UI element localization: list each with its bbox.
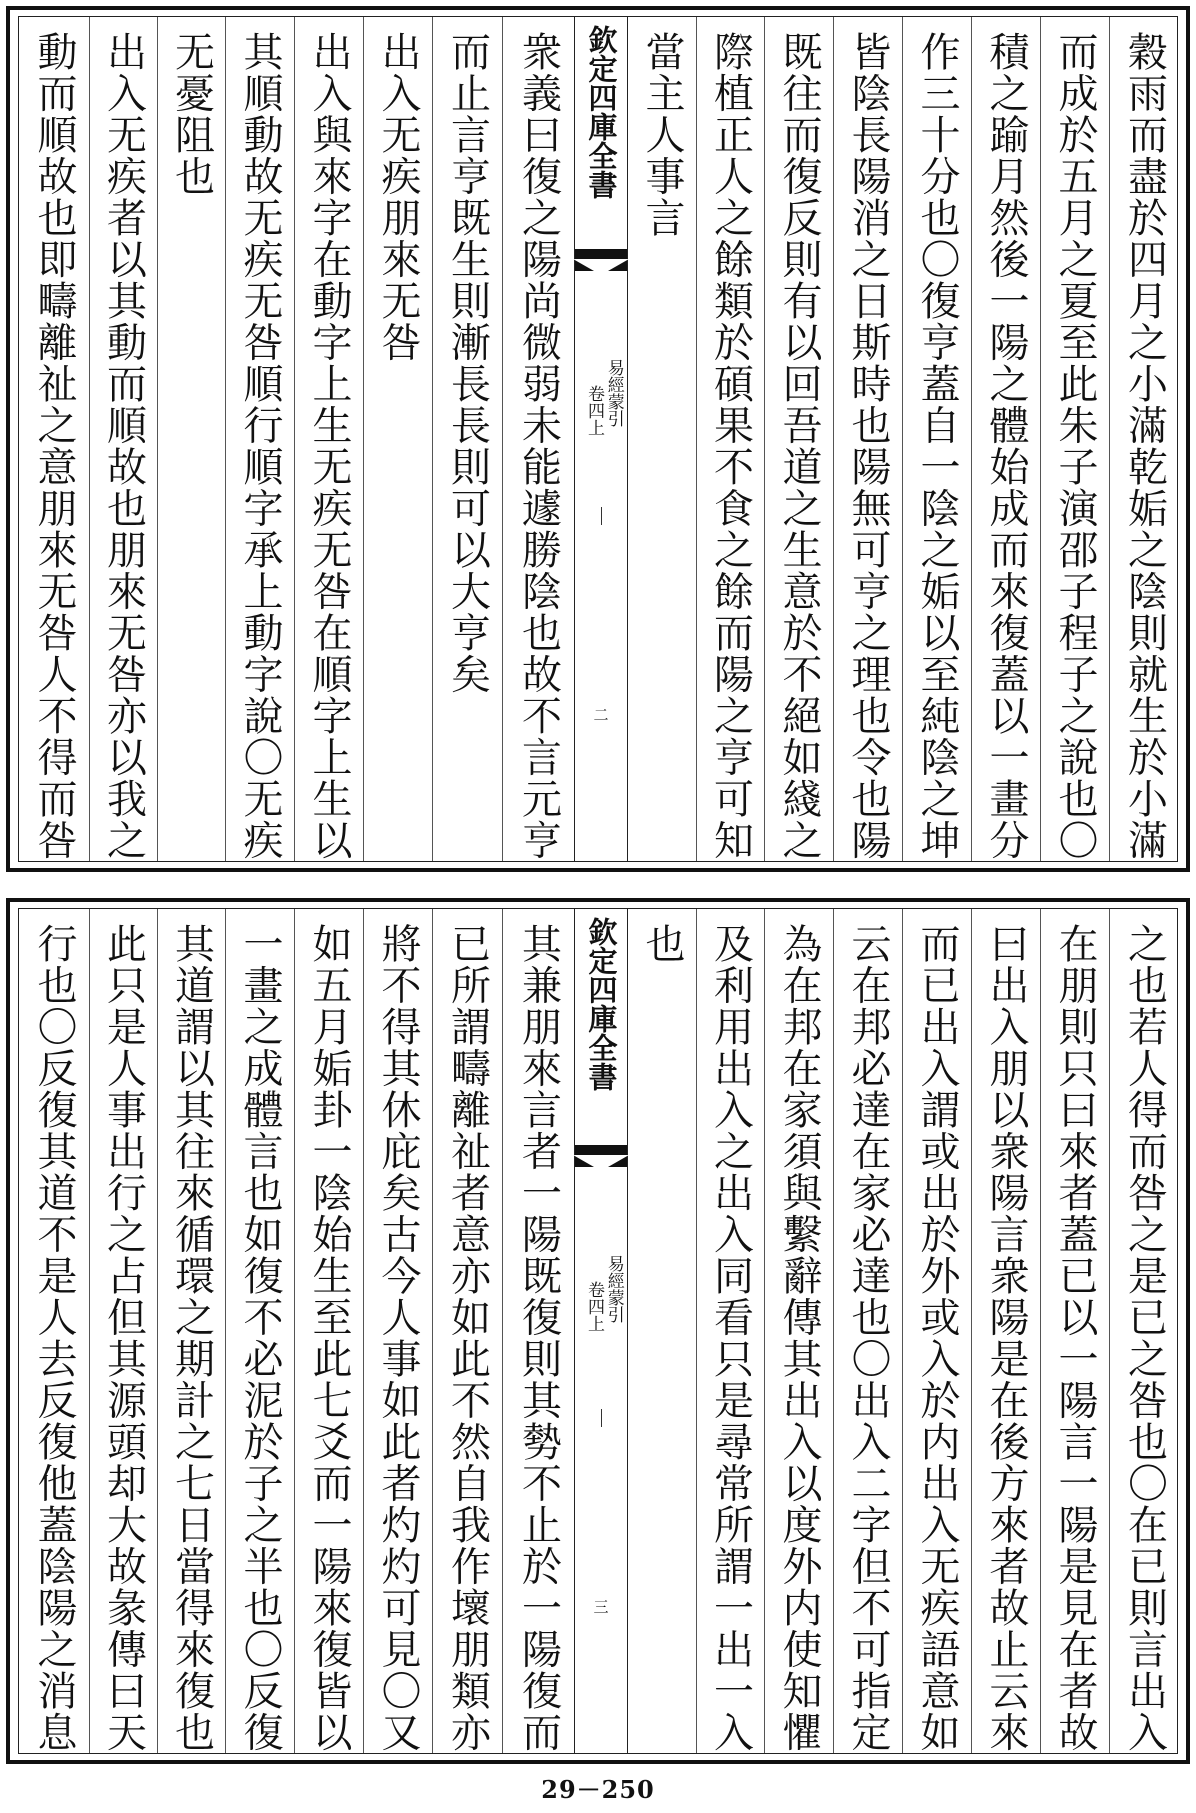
text-column: 曰出入朋以衆陽言衆陽是在後方來者故止云來 — [971, 909, 1040, 1753]
banner-title: 欽定四庫全書 — [584, 917, 619, 1091]
text-column: 之也若人得而咎之是已之咎也〇在已則言出入 — [1109, 909, 1179, 1753]
text-column: 而成於五月之夏至此朱子演邵子程子之說也〇 — [1040, 17, 1109, 861]
fish-tail-notch — [573, 1155, 629, 1171]
text-column: 將不得其休庇矣古今人事如此者灼灼可見〇又 — [363, 909, 432, 1753]
banner-tick — [601, 507, 602, 525]
text-column: 而止言亨既生則漸長長則可以大亨矣 — [432, 17, 502, 861]
text-column: 出入與來字在動字上生无疾无咎在順字上生以 — [294, 17, 363, 861]
folio-bottom — [6, 898, 1190, 1764]
text-column: 為在邦在家須與繫辭傳其出入以度外内使知懼 — [764, 909, 833, 1753]
text-column: 而已出入謂或出於外或入於内出入无疾語意如 — [902, 909, 971, 1753]
text-column: 出入无疾朋來无咎 — [363, 17, 432, 861]
text-column: 皆陰長陽消之日斯時也陽無可亨之理也令也陽 — [833, 17, 902, 861]
folio-top — [6, 6, 1190, 872]
text-column: 此只是人事出行之占但其源頭却大故彖傳曰天 — [89, 909, 157, 1753]
text-column: 出入无疾者以其動而順故也朋來无咎亦以我之 — [89, 17, 157, 861]
book-title: 易經蒙引 — [603, 359, 624, 427]
text-column: 動而順故也即疇離祉之意朋來无咎人不得而咎 — [31, 31, 77, 861]
center-banner — [574, 909, 628, 1753]
text-frame — [18, 16, 1178, 862]
book-title: 易經蒙引 — [603, 1255, 624, 1323]
text-column: 如五月姤卦一陰始生至此七爻而一陽來復皆以 — [294, 909, 363, 1753]
center-banner — [574, 17, 628, 861]
text-column: 一畫之成體言也如復不必泥於子之半也〇反復 — [225, 909, 294, 1753]
text-column: 及利用出入之出入同看只是尋常所謂一出一入 — [696, 909, 764, 1753]
folio-number: 三 — [591, 1599, 610, 1614]
text-column: 作三十分也〇復亨蓋自一陰之姤以至純陰之坤 — [902, 17, 971, 861]
text-column: 際植正人之餘類於碩果不食之餘而陽之亨可知 — [696, 17, 764, 861]
volume-page-number: 29－250 — [541, 1775, 655, 1804]
fish-tail-notch — [573, 259, 629, 275]
text-column: 云在邦必達在家必達也〇出入二字但不可指定 — [833, 909, 902, 1753]
text-column: 已所謂疇離祉者意亦如此不然自我作壞朋類亦 — [432, 909, 502, 1753]
text-column: 積之踰月然後一陽之體始成而來復蓋以一畫分 — [971, 17, 1040, 861]
right-text-block — [628, 17, 1179, 861]
left-text-block — [19, 909, 574, 1753]
text-column: 其兼朋來言者一陽既復則其勢不止於一陽復而 — [502, 909, 574, 1753]
volume-label: 卷四上 — [584, 385, 605, 436]
text-column: 无憂阻也 — [157, 17, 225, 861]
text-column: 衆義曰復之陽尚微弱未能遽勝陰也故不言元亨 — [502, 17, 574, 861]
right-text-block — [628, 909, 1179, 1753]
text-column: 其順動故无疾无咎順行順字承上動字說〇无疾 — [225, 17, 294, 861]
banner-tick — [601, 1409, 602, 1427]
text-column: 當主人事言 — [639, 31, 685, 239]
text-column: 其道謂以其往來循環之期計之七日當得來復也 — [157, 909, 225, 1753]
text-column: 既往而復反則有以回吾道之生意於不絕如綫之 — [764, 17, 833, 861]
text-column: 穀雨而盡於四月之小滿乾姤之陰則就生於小滿 — [1109, 17, 1179, 861]
text-column: 在朋則只曰來者蓋已以一陽言一陽是見在者故 — [1040, 909, 1109, 1753]
folio-number: 二 — [591, 707, 610, 722]
text-frame — [18, 908, 1178, 1754]
text-column: 行也〇反復其道不是人去反復他蓋陰陽之消息 — [31, 923, 77, 1753]
volume-label: 卷四上 — [584, 1281, 605, 1332]
left-text-block — [19, 17, 574, 861]
banner-title: 欽定四庫全書 — [584, 25, 619, 199]
text-column: 也 — [639, 923, 685, 965]
